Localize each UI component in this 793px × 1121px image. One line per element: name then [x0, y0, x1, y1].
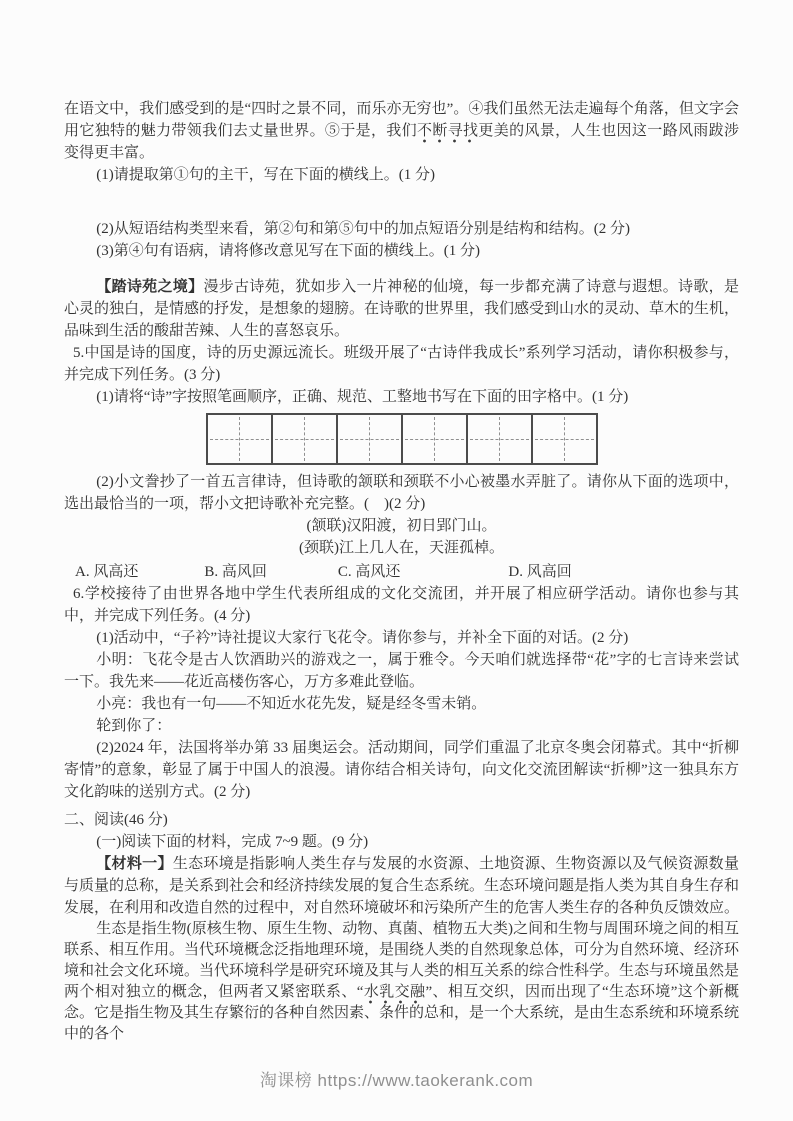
question-5-intro: 5.中国是诗的国度，诗的历史源远流长。班级开展了“古诗伴我成长”系列学习活动，请你积极参与，并完成下列任务。(3 分) [64, 345, 739, 383]
dialogue-your-turn: 轮到你了： [96, 718, 172, 734]
emphasized-phrase-1: 不断寻找 [417, 123, 478, 143]
ecology-text-after: ”、相互交织，因而出现了“生态环境”这个新概念。它是指生物及其生存繁衍的各种自然因素、条件的总和，是一个大系统，是由生态系统和环境系统中的各个 [64, 984, 740, 1042]
tianzige-cell [533, 415, 596, 463]
poetry-section-label: 【踏诗苑之境】 [96, 278, 204, 295]
options-row [64, 561, 739, 583]
question-6-intro: 6.学校接待了由世界各地中学生代表所组成的文化交流团，并开展了相应研学活动。请你也参与其中，并完成下列任务。(4 分) [64, 586, 739, 624]
dialogue-xiaoming: 小明：飞花令是古人饮酒助兴的游戏之一，属于雅令。今天咱们就选择带“花”字的七言诗来尝试一下。我先来——花近高楼伤客心，万方多难此登临。 [64, 652, 739, 690]
question-6-2: (2)2024 年，法国将举办第 33 届奥运会。活动期间，同学们重温了北京冬奥会闭幕式。其中“折柳寄情”的意象，彰显了属于中国人的浪漫。请你结合相关诗句，向文化交流团解读“折柳”这一独具东方文化韵味的送别方式。(2 分) [64, 740, 739, 800]
question-6-1: (1)活动中，“子衿”诗社提议大家行飞花令。请你参与，并补全下面的对话。(2 分) [96, 630, 629, 646]
subsection-1-title: (一)阅读下面的材料，完成 7~9 题。(9 分) [96, 834, 369, 850]
tianzige-cell [468, 415, 533, 463]
poetry-section-paragraph [64, 276, 739, 342]
intro-paragraph [64, 98, 739, 164]
tianzige-cell [273, 415, 338, 463]
dialogue-xiaoliang: 小亮：我也有一句——不知近水花先发，疑是经冬雪未销。 [96, 696, 487, 712]
material-1-paragraph [64, 853, 739, 919]
option-a: A. 风高还 [75, 564, 139, 580]
ecology-text-before: 生态是指生物(原核生物、原生生物、动物、真菌、植物五大类)之间和生物与周围环境之间的相互联系、相互作用。当代环境概念泛指地理环境，是围绕人类的自然现象总体，可分为自然环境、经济环境和社会文化环境。当代环境科学是研究环境及其与人类的相互关系的综合性科学。生态与环境虽然是两个相对独立的概念，但两者又紧密联系、“ [64, 921, 740, 1000]
question-5-1: (1)请将“诗”字按照笔画顺序，正确、规范、工整地书写在下面的田字格中。(1 分) [96, 389, 629, 405]
emphasized-phrase-2: 水乳交融 [363, 984, 425, 1004]
material-1-text: 生态环境是指影响人类生存与发展的水资源、土地资源、生物资源以及气候资源数量与质量的总称，是关系到社会和经济持续发展的复合生态系统。生态环境问题是指人类为其自身生存和发展，在利用和改造自然的过程中，对自然环境破坏和污染所产生的危害人类生存的各种负反馈效应。 [64, 856, 740, 916]
couplet-line-1: (颔联)汉阳渡，初日郢门山。 [306, 518, 497, 534]
question-4-2: (2)从短语结构类型来看，第②句和第⑤句中的加点短语分别是结构和结构。(2 分) [96, 221, 630, 237]
tianzige-cell [208, 415, 273, 463]
watermark-text: 淘课榜 https://www.taokerank.com [259, 1071, 534, 1090]
tianzige-grid [206, 413, 598, 465]
intro-text-after: 更美的风景，人生也因这一路风雨跋涉变得更丰富。 [64, 123, 739, 161]
tianzige-cell [338, 415, 403, 463]
answer-space-1 [64, 186, 739, 218]
section-2-title: 二、阅读(46 分) [64, 812, 168, 828]
question-5-2: (2)小文誊抄了一首五言律诗，但诗歌的颔联和颈联不小心被墨水弄脏了。请你从下面的选项中，选出最恰当的一项，帮小文把诗歌补充完整。( )(2 分) [64, 474, 739, 512]
ecology-paragraph [64, 919, 739, 1045]
question-4-1: (1)请提取第①句的主干，写在下面的横线上。(1 分) [96, 167, 435, 183]
watermark-footer [0, 1066, 793, 1091]
couplet-line-2: (颈联)江上几人在，天涯孤棹。 [299, 540, 504, 556]
intro-text-before: 在语文中，我们感受到的是“四时之景不同，而乐亦无穷也”。④我们虽然无法走遍每个角落，但文字会用它独特的魅力带领我们去丈量世界。⑤于是，我们 [64, 101, 739, 139]
material-1-label: 【材料一】 [96, 855, 173, 872]
poetry-section-text: 漫步古诗苑，犹如步入一片神秘的仙境，每一步都充满了诗意与遐想。诗歌，是心灵的独白，是情感的抒发，是想象的翅膀。在诗歌的世界里，我们感受到山水的灵动、草木的生机，品味到生活的酸甜苦辣、人生的喜怒哀乐。 [64, 279, 740, 339]
question-4-3: (3)第④句有语病，请将修改意见写在下面的横线上。(1 分) [96, 243, 480, 259]
answer-space-2 [64, 262, 739, 276]
tianzige-cell [403, 415, 468, 463]
option-c: C. 高风还 [337, 564, 401, 580]
option-d: D. 风高回 [508, 564, 572, 580]
option-b: B. 高风回 [204, 564, 267, 580]
